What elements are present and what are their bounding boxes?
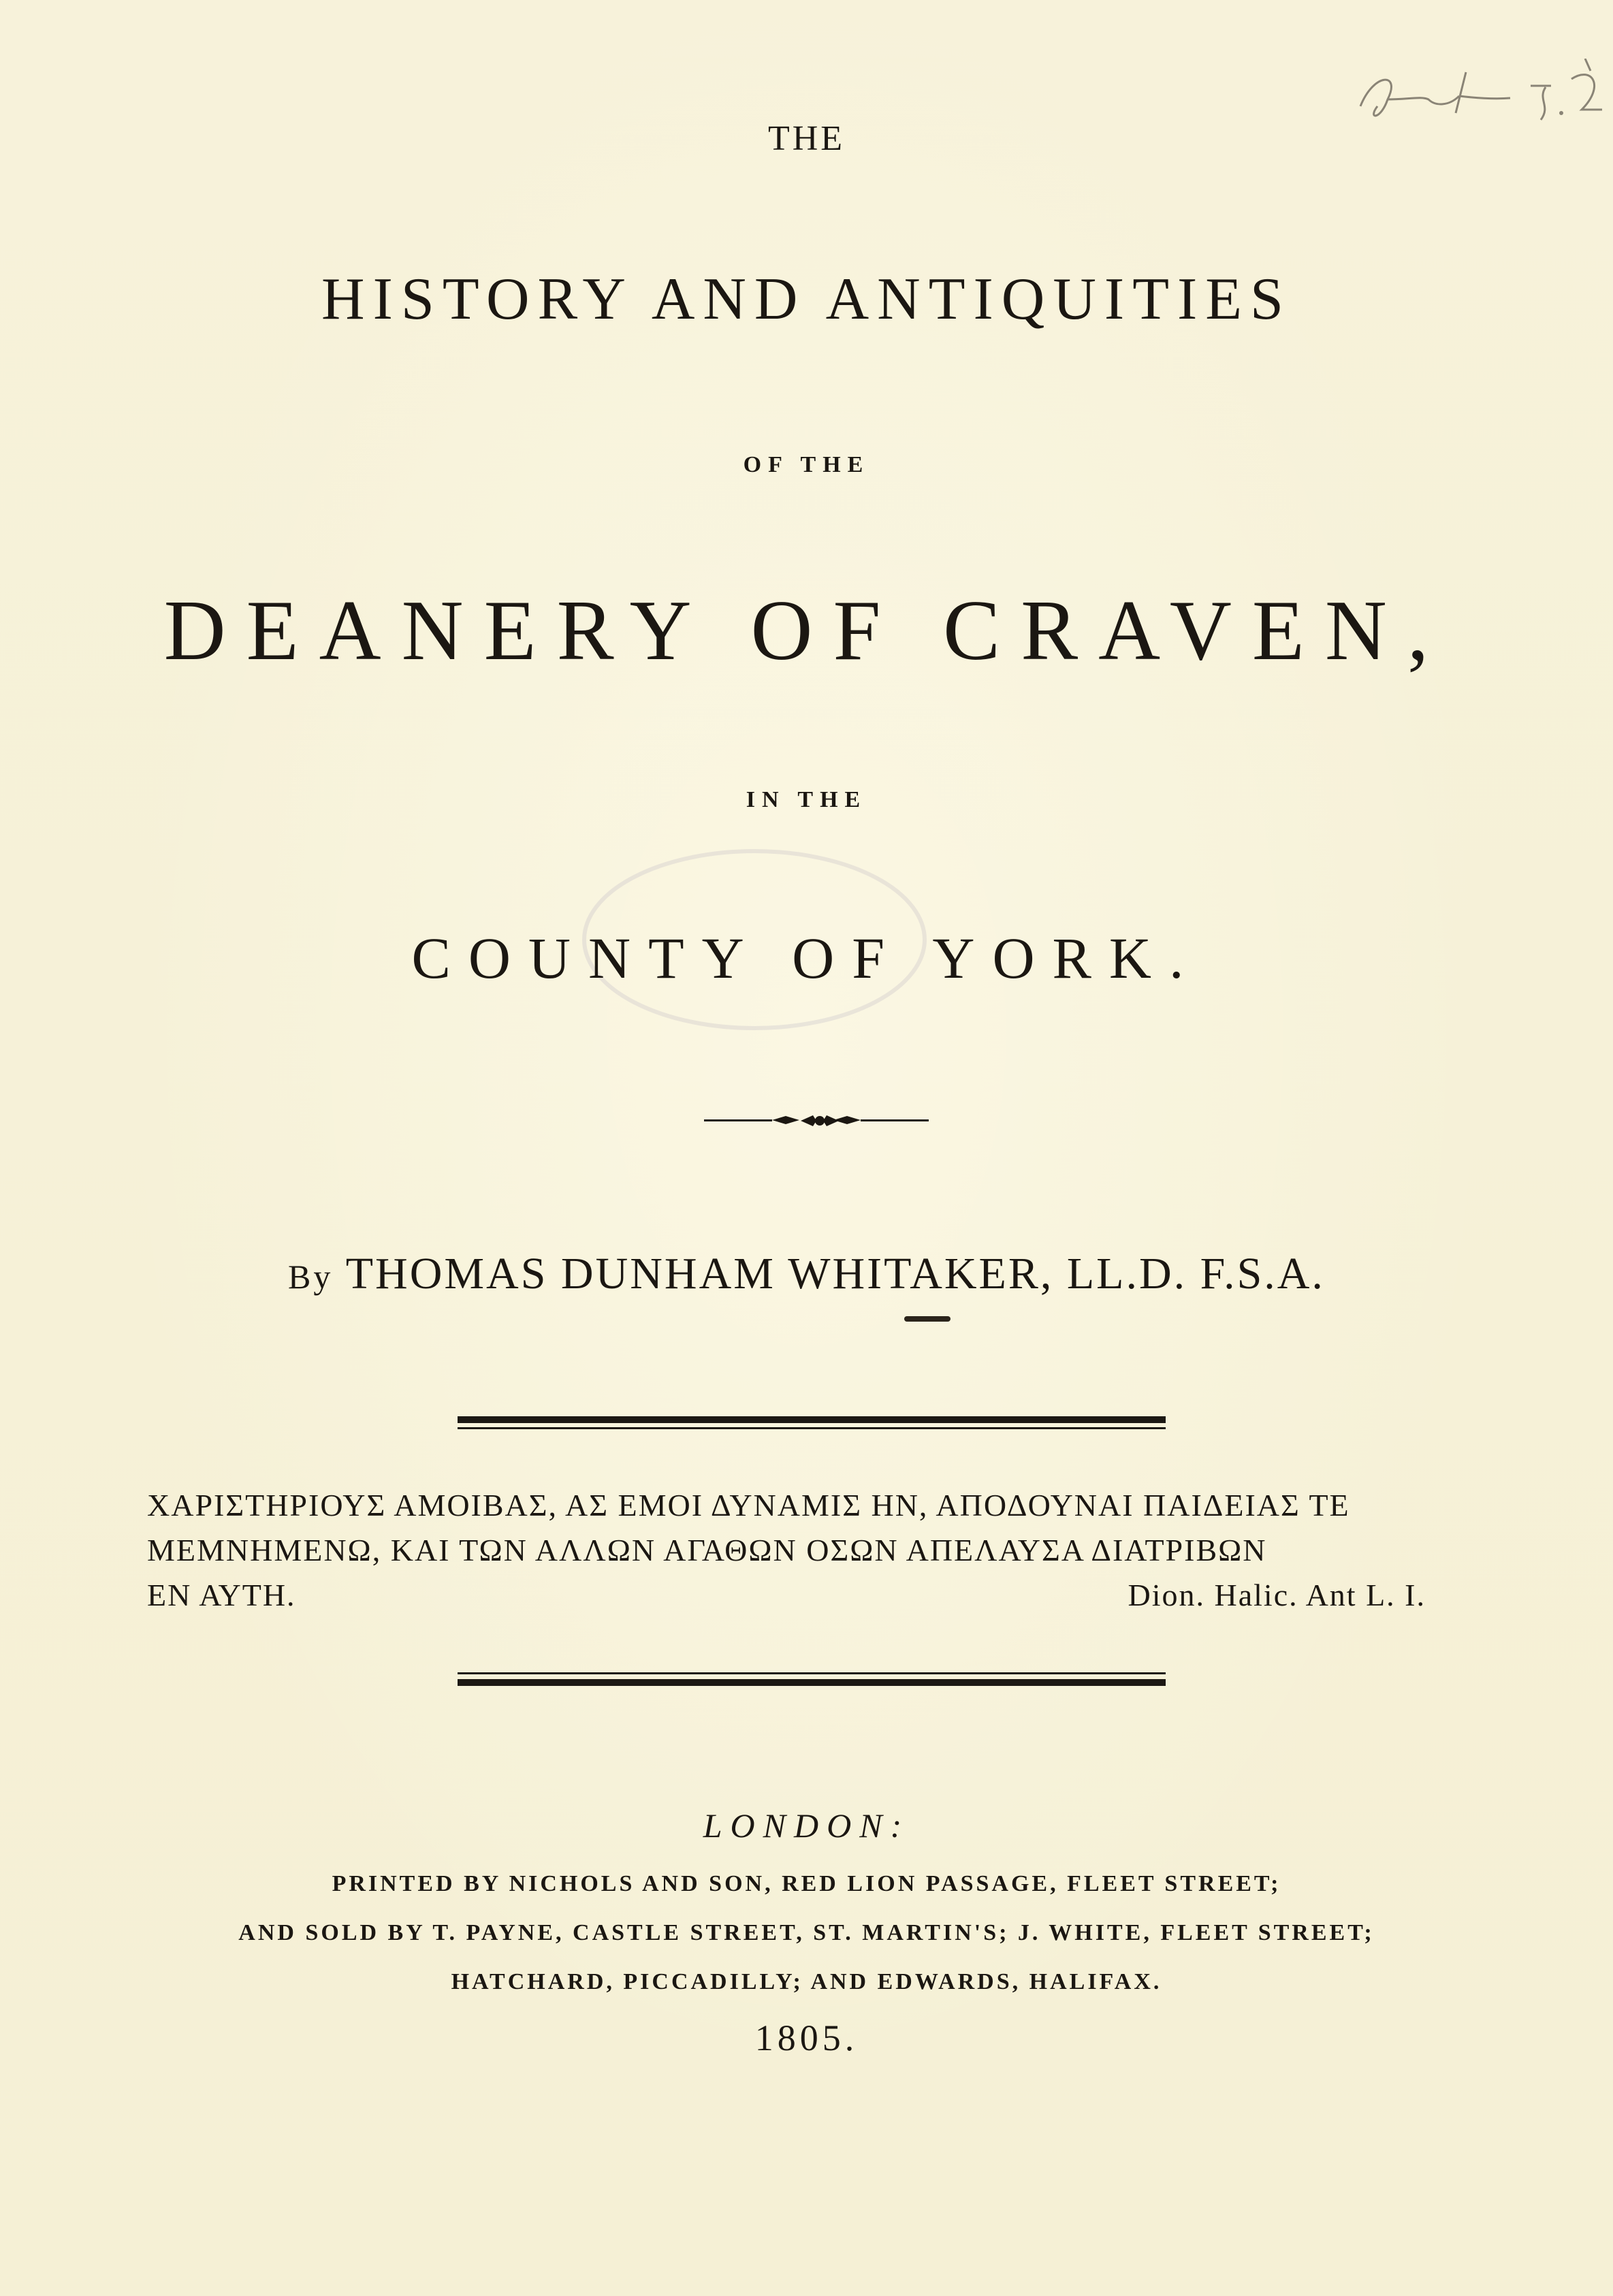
- epigraph-citation: Dion. Halic. Ant L. I.: [1128, 1578, 1426, 1612]
- top-rule-thick: [458, 1416, 1166, 1423]
- top-rule-thin: [458, 1427, 1166, 1429]
- epigraph-line-2: [147, 1535, 1467, 1566]
- short-dash: [904, 1316, 951, 1322]
- author-name: THOMAS DUNHAM WHITAKER, LL.D. F.S.A.: [345, 1249, 1325, 1298]
- epigraph-line-1: [147, 1490, 1467, 1521]
- ornament-divider: [704, 1113, 929, 1128]
- title-the: THE: [767, 119, 846, 158]
- title-in-the: IN THE: [746, 787, 867, 812]
- title-county-line: COUNTY OF YORK.: [411, 925, 1202, 991]
- author-line: [0, 1251, 1613, 1296]
- imprint-line-2: AND SOLD BY T. PAYNE, CASTLE STREET, ST. MARTIN'S; J. WHITE, FLEET STREET;: [238, 1920, 1375, 1945]
- title-of-the: OF THE: [743, 452, 870, 477]
- author-by: By: [288, 1258, 334, 1296]
- imprint-city: LONDON:: [703, 1806, 910, 1845]
- epigraph-line-3: [147, 1580, 1467, 1611]
- imprint-line-3: HATCHARD, PICCADILLY; AND EDWARDS, HALIFAX.: [451, 1969, 1162, 1994]
- imprint-year: 1805.: [754, 2018, 859, 2058]
- imprint-line-1: PRINTED BY NICHOLS AND SON, RED LION PASSAGE, FLEET STREET;: [332, 1871, 1281, 1896]
- title-deanery-line: DEANERY OF CRAVEN,: [163, 584, 1450, 678]
- bottom-rule-thin: [458, 1672, 1166, 1674]
- epigraph-text-3: ΕΝ ΑΥΤΗ.: [147, 1578, 296, 1612]
- epigraph-text-2: ΜΕΜΝΗΜΕΝΩ, ΚΑΙ ΤΩΝ ΑΛΛΩΝ ΑΓΑΘΩΝ ΟΣΩΝ ΑΠΕΛΑΥΣΑ ΔΙΑΤΡΙΒΩΝ: [147, 1533, 1267, 1567]
- epigraph-text-1: ΧΑΡΙΣΤΗΡΙΟΥΣ ΑΜΟΙΒΑΣ, ΑΣ ΕΜΟΙ ΔΥΝΑΜΙΣ ΗΝ, ΑΠΟΔΟΥΝΑΙ ΠΑΙΔΕΙΑΣ ΤΕ: [147, 1488, 1350, 1522]
- title-history-line: HISTORY AND ANTIQUITIES: [321, 266, 1292, 332]
- bottom-rule-thick: [458, 1679, 1166, 1686]
